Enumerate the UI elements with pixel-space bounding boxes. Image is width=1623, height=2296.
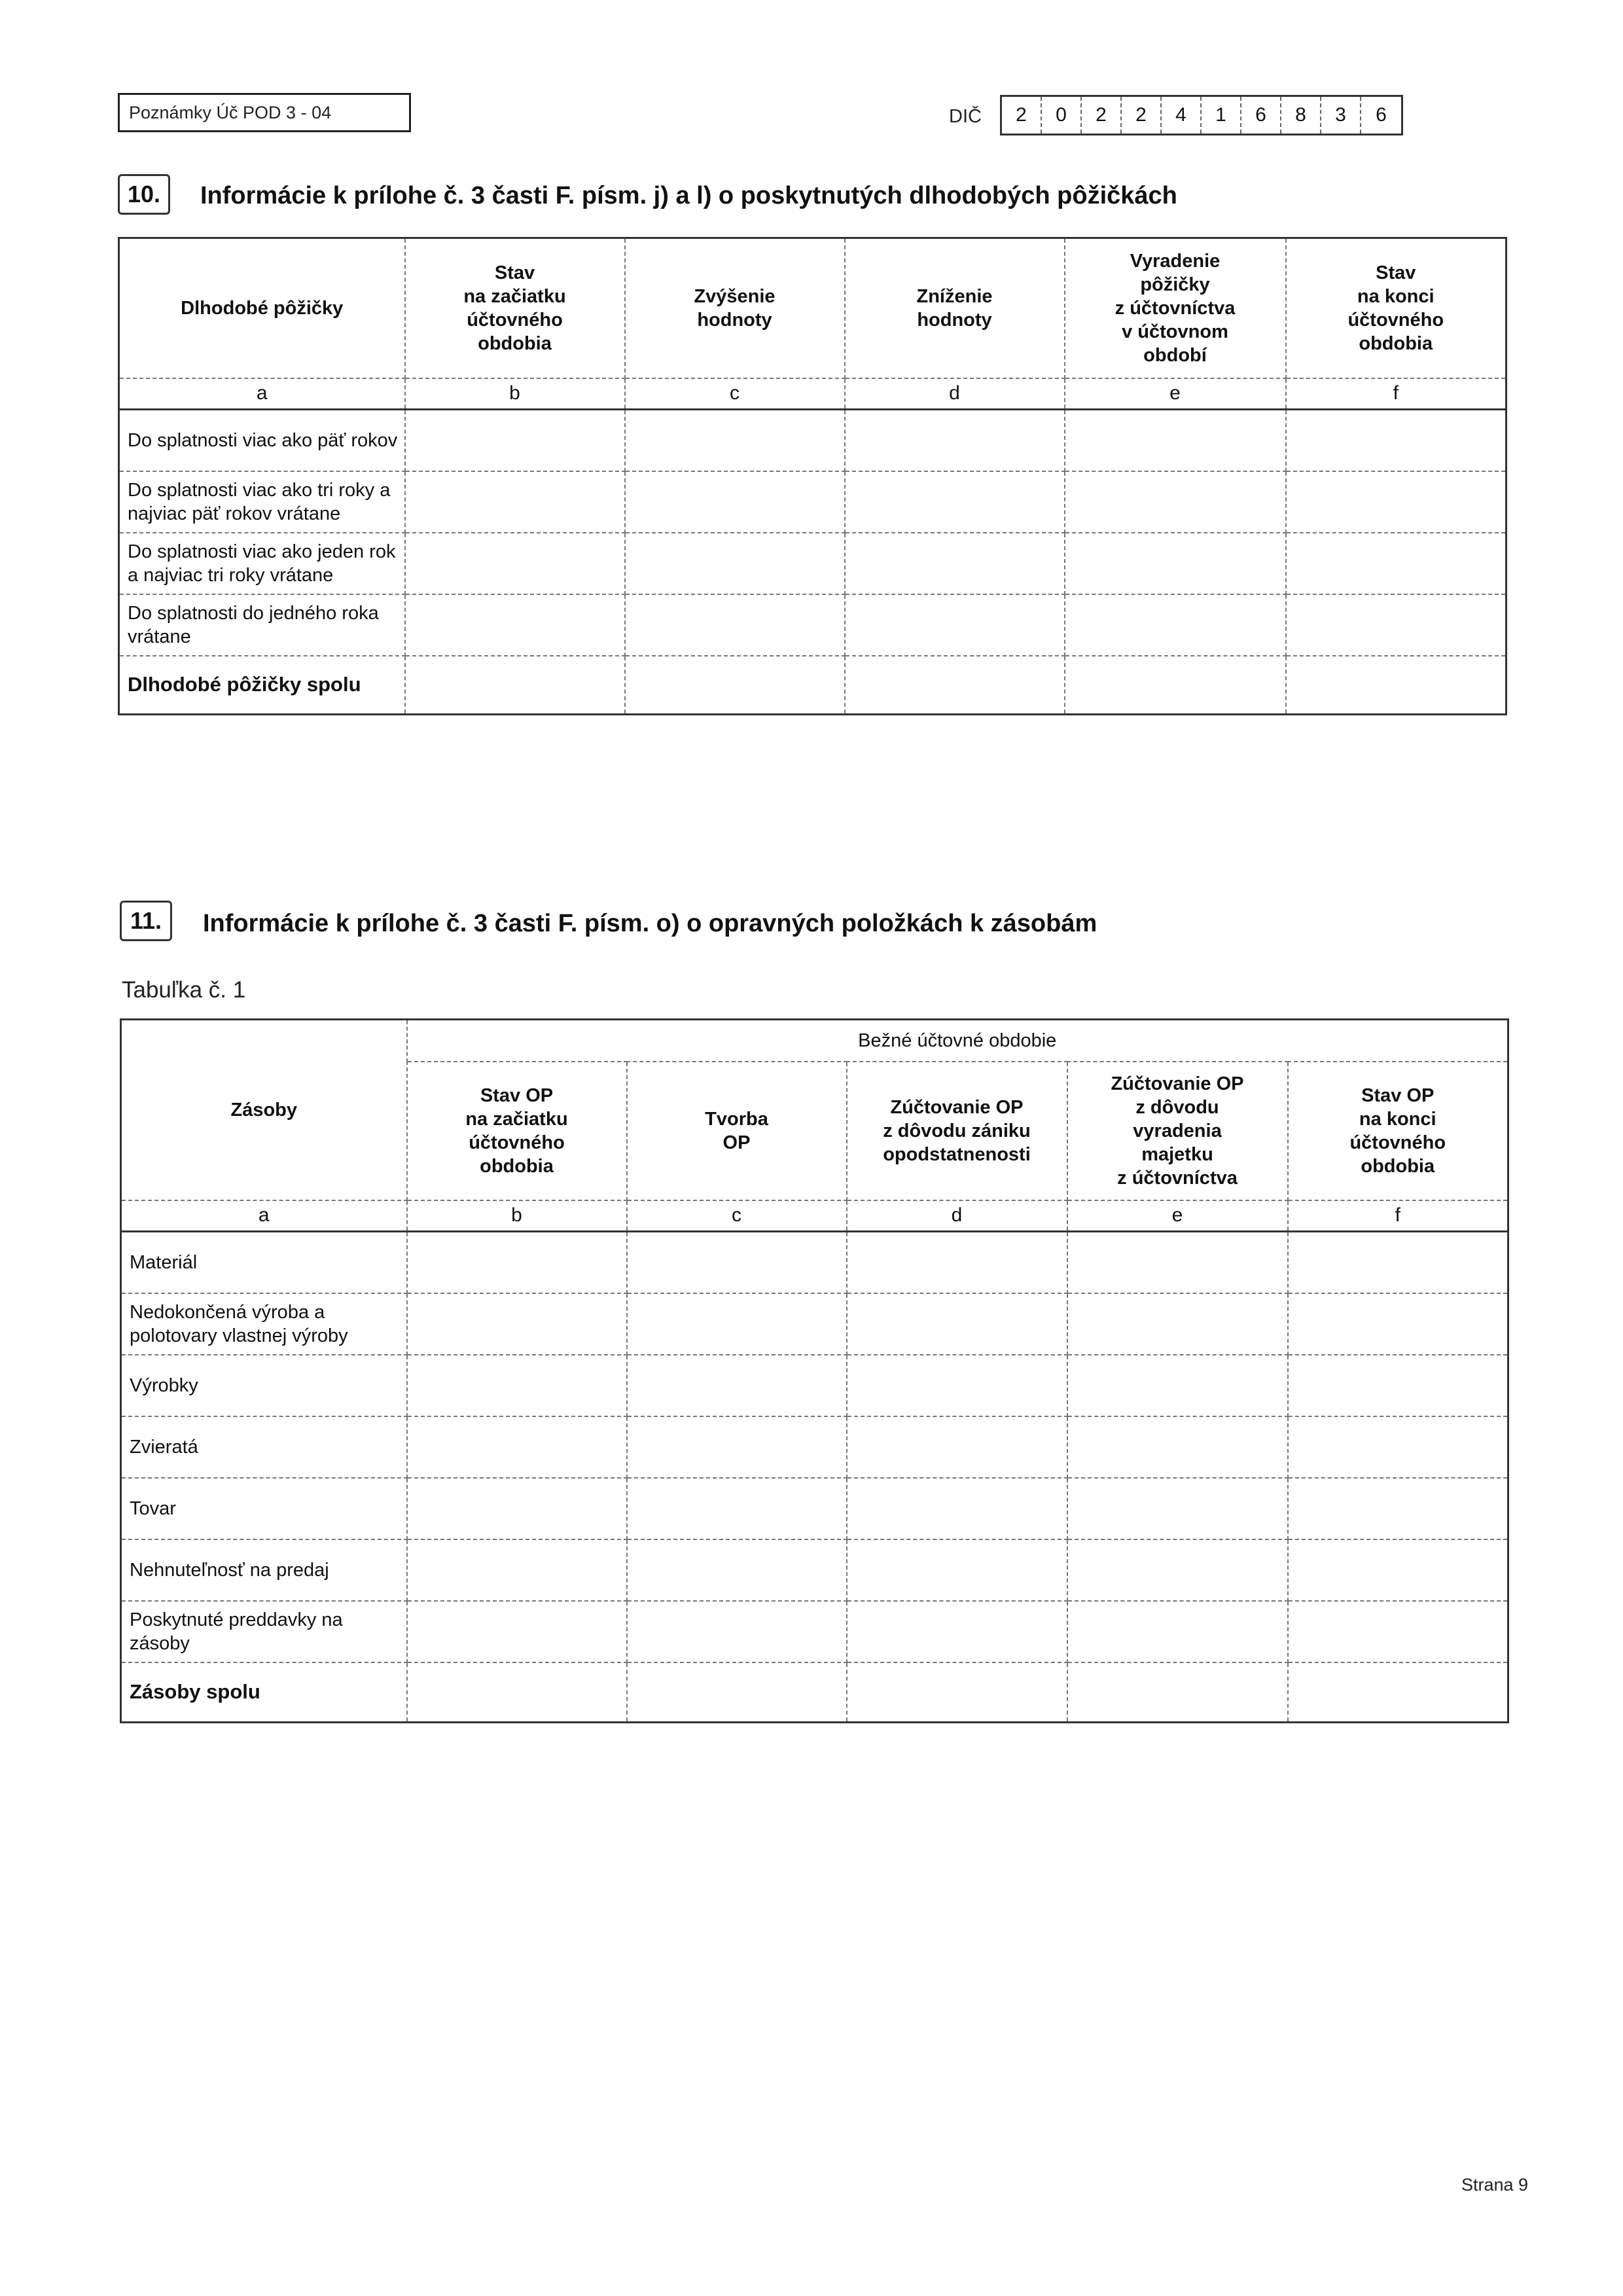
section-10-title: Informácie k prílohe č. 3 časti F. písm. j) a l) o poskytnutých dlhodobých pôžičkách: [200, 182, 1177, 209]
input-cell[interactable]: [1065, 471, 1286, 533]
row-label: Tovar: [121, 1478, 407, 1539]
row-label-total: Dlhodobé pôžičky spolu: [119, 656, 405, 715]
input-cell[interactable]: [1067, 1232, 1288, 1293]
input-cell[interactable]: [1288, 1293, 1508, 1355]
page-number: Strana 9: [1461, 2175, 1529, 2195]
column-header-text: Stav OP na konci účtovného obdobia: [1349, 1085, 1446, 1177]
column-header-decrease: [845, 238, 1065, 378]
table-row: [119, 594, 1507, 656]
input-cell[interactable]: [627, 1539, 847, 1601]
input-cell[interactable]: [407, 1601, 627, 1662]
input-cell[interactable]: [1065, 533, 1286, 594]
input-cell[interactable]: [627, 1601, 847, 1662]
column-header-start-balance: [407, 1062, 627, 1200]
input-cell[interactable]: [627, 1232, 847, 1293]
input-cell[interactable]: [1065, 410, 1286, 471]
dic-digit: 8: [1281, 97, 1321, 134]
input-cell[interactable]: [1067, 1478, 1288, 1539]
input-cell[interactable]: [1067, 1293, 1288, 1355]
input-cell[interactable]: [625, 594, 845, 656]
row-label: Poskytnuté preddavky na zásoby: [121, 1601, 407, 1662]
dic-digit: 6: [1241, 97, 1281, 134]
long-term-loans-table: [118, 237, 1507, 715]
input-cell[interactable]: [1286, 410, 1507, 471]
input-cell[interactable]: [625, 410, 845, 471]
column-header-text: Stav na konci účtovného obdobia: [1347, 262, 1444, 354]
column-letter: f: [1286, 378, 1507, 410]
input-cell[interactable]: [847, 1416, 1067, 1478]
column-header-text: Vyradenie pôžičky z účtovníctva v účtovnom období: [1115, 250, 1236, 366]
row-label: Do splatnosti viac ako päť rokov: [119, 410, 405, 471]
dic-digit: 0: [1042, 97, 1082, 134]
input-cell[interactable]: [1067, 1355, 1288, 1416]
input-cell[interactable]: [407, 1416, 627, 1478]
input-cell[interactable]: [1286, 594, 1507, 656]
row-label: Nedokončená výroba a polotovary vlastnej výroby: [121, 1293, 407, 1355]
table-row: [119, 410, 1507, 471]
form-identifier: Poznámky Úč POD 3 - 04: [118, 93, 411, 132]
input-cell[interactable]: [1067, 1662, 1288, 1723]
column-header-text: Stav OP na začiatku účtovného obdobia: [465, 1085, 568, 1177]
input-cell[interactable]: [627, 1662, 847, 1723]
column-header-settlement-disposal: [1067, 1062, 1288, 1200]
row-label: Výrobky: [121, 1355, 407, 1416]
input-cell[interactable]: [625, 656, 845, 715]
dic-digit: 3: [1321, 97, 1361, 134]
input-cell[interactable]: [1288, 1539, 1508, 1601]
row-label: Do splatnosti viac ako tri roky a najviac päť rokov vrátane: [119, 471, 405, 533]
column-letter: b: [405, 378, 625, 410]
input-cell[interactable]: [1286, 656, 1507, 715]
column-letter: a: [121, 1200, 407, 1232]
input-cell[interactable]: [407, 1232, 627, 1293]
input-cell[interactable]: [407, 1355, 627, 1416]
input-cell[interactable]: [627, 1293, 847, 1355]
input-cell[interactable]: [1288, 1601, 1508, 1662]
column-header-start-balance: [405, 238, 625, 378]
dic-digit: 6: [1376, 104, 1387, 126]
column-header-creation: [627, 1062, 847, 1200]
table-row: [121, 1416, 1508, 1478]
section-10-number: 10.: [118, 174, 170, 215]
input-cell[interactable]: [1288, 1232, 1508, 1293]
input-cell[interactable]: [1288, 1478, 1508, 1539]
input-cell[interactable]: [845, 594, 1065, 656]
row-label: Nehnuteľnosť na predaj: [121, 1539, 407, 1601]
input-cell[interactable]: [847, 1293, 1067, 1355]
input-cell[interactable]: [847, 1355, 1067, 1416]
table-row: [121, 1293, 1508, 1355]
input-cell[interactable]: [405, 594, 625, 656]
column-letter: b: [407, 1200, 627, 1232]
input-cell[interactable]: [405, 533, 625, 594]
input-cell[interactable]: [1065, 594, 1286, 656]
table-row: [119, 471, 1507, 533]
table-caption: Tabuľka č. 1: [122, 977, 246, 1003]
input-cell[interactable]: [847, 1232, 1067, 1293]
table-row: [121, 1601, 1508, 1662]
table-row: [121, 1539, 1508, 1601]
input-cell[interactable]: [1286, 533, 1507, 594]
input-cell[interactable]: [627, 1416, 847, 1478]
column-header-loans: [119, 238, 405, 378]
input-cell[interactable]: [845, 410, 1065, 471]
row-label: Materiál: [121, 1232, 407, 1293]
input-cell[interactable]: [845, 533, 1065, 594]
column-letter: d: [847, 1200, 1067, 1232]
inventory-allowances-table: [120, 1018, 1509, 1723]
column-header-text: Zvýšenie hodnoty: [694, 285, 776, 331]
input-cell[interactable]: [625, 471, 845, 533]
dic-digit: 2: [1122, 97, 1162, 134]
column-header-settlement-expiry: [847, 1062, 1067, 1200]
group-header-text: Bežné účtovné obdobie: [858, 1030, 1057, 1051]
input-cell[interactable]: [625, 533, 845, 594]
column-header-text: Zúčtovanie OP z dôvodu zániku opodstatnenosti: [883, 1096, 1031, 1165]
row-label-total: Zásoby spolu: [121, 1662, 407, 1723]
column-header-end-balance: [1288, 1062, 1508, 1200]
input-cell[interactable]: [845, 656, 1065, 715]
dic-digit: 2: [1002, 97, 1042, 134]
dic-digit: 1: [1202, 97, 1241, 134]
table-row: [121, 1355, 1508, 1416]
dic-digit: 4: [1162, 97, 1202, 134]
input-cell[interactable]: [845, 471, 1065, 533]
input-cell[interactable]: [407, 1539, 627, 1601]
column-letter: a: [119, 378, 405, 410]
input-cell[interactable]: [407, 1662, 627, 1723]
column-header-text: Zníženie hodnoty: [916, 285, 993, 331]
section-11-number: 11.: [120, 901, 172, 941]
column-header-increase: [625, 238, 845, 378]
column-letter: f: [1288, 1200, 1508, 1232]
row-label: Do splatnosti do jedného roka vrátane: [119, 594, 405, 656]
dic-number-boxes: [1000, 95, 1403, 135]
column-header-text: Zásoby: [230, 1099, 298, 1121]
column-header-text: Tvorba OP: [705, 1108, 768, 1153]
dic-digit: 2: [1082, 97, 1122, 134]
input-cell[interactable]: [1067, 1601, 1288, 1662]
input-cell[interactable]: [405, 656, 625, 715]
input-cell[interactable]: [407, 1478, 627, 1539]
column-letter: e: [1065, 378, 1286, 410]
table-row: [121, 1478, 1508, 1539]
table-row-total: [119, 656, 1507, 715]
column-header-text: Zúčtovanie OP z dôvodu vyradenia majetku z účtovníctva: [1111, 1073, 1244, 1189]
table-row-total: [121, 1662, 1508, 1723]
input-cell[interactable]: [847, 1601, 1067, 1662]
input-cell[interactable]: [1067, 1539, 1288, 1601]
column-letter: e: [1067, 1200, 1288, 1232]
input-cell[interactable]: [407, 1293, 627, 1355]
input-cell[interactable]: [1288, 1355, 1508, 1416]
input-cell[interactable]: [1288, 1662, 1508, 1723]
table-row: [121, 1232, 1508, 1293]
input-cell[interactable]: [405, 471, 625, 533]
column-header-write-off: [1065, 238, 1286, 378]
column-letter: c: [625, 378, 845, 410]
column-letter: c: [627, 1200, 847, 1232]
row-label: Zvieratá: [121, 1416, 407, 1478]
column-header-end-balance: [1286, 238, 1507, 378]
column-letter: d: [845, 378, 1065, 410]
group-header-current-period: [407, 1020, 1508, 1062]
column-header-inventory: [121, 1020, 407, 1200]
section-11-title: Informácie k prílohe č. 3 časti F. písm. o) o opravných položkách k zásobám: [203, 910, 1097, 937]
input-cell[interactable]: [405, 410, 625, 471]
input-cell[interactable]: [1288, 1416, 1508, 1478]
input-cell[interactable]: [847, 1478, 1067, 1539]
input-cell[interactable]: [847, 1662, 1067, 1723]
input-cell[interactable]: [1286, 471, 1507, 533]
input-cell[interactable]: [1065, 656, 1286, 715]
input-cell[interactable]: [627, 1478, 847, 1539]
input-cell[interactable]: [847, 1539, 1067, 1601]
input-cell[interactable]: [627, 1355, 847, 1416]
input-cell[interactable]: [1067, 1416, 1288, 1478]
row-label: Do splatnosti viac ako jeden rok a najviac tri roky vrátane: [119, 533, 405, 594]
column-header-text: Dlhodobé pôžičky: [181, 297, 344, 319]
column-header-text: Stav na začiatku účtovného obdobia: [463, 262, 566, 354]
table-row: [119, 533, 1507, 594]
dic-label: DIČ: [949, 106, 982, 127]
